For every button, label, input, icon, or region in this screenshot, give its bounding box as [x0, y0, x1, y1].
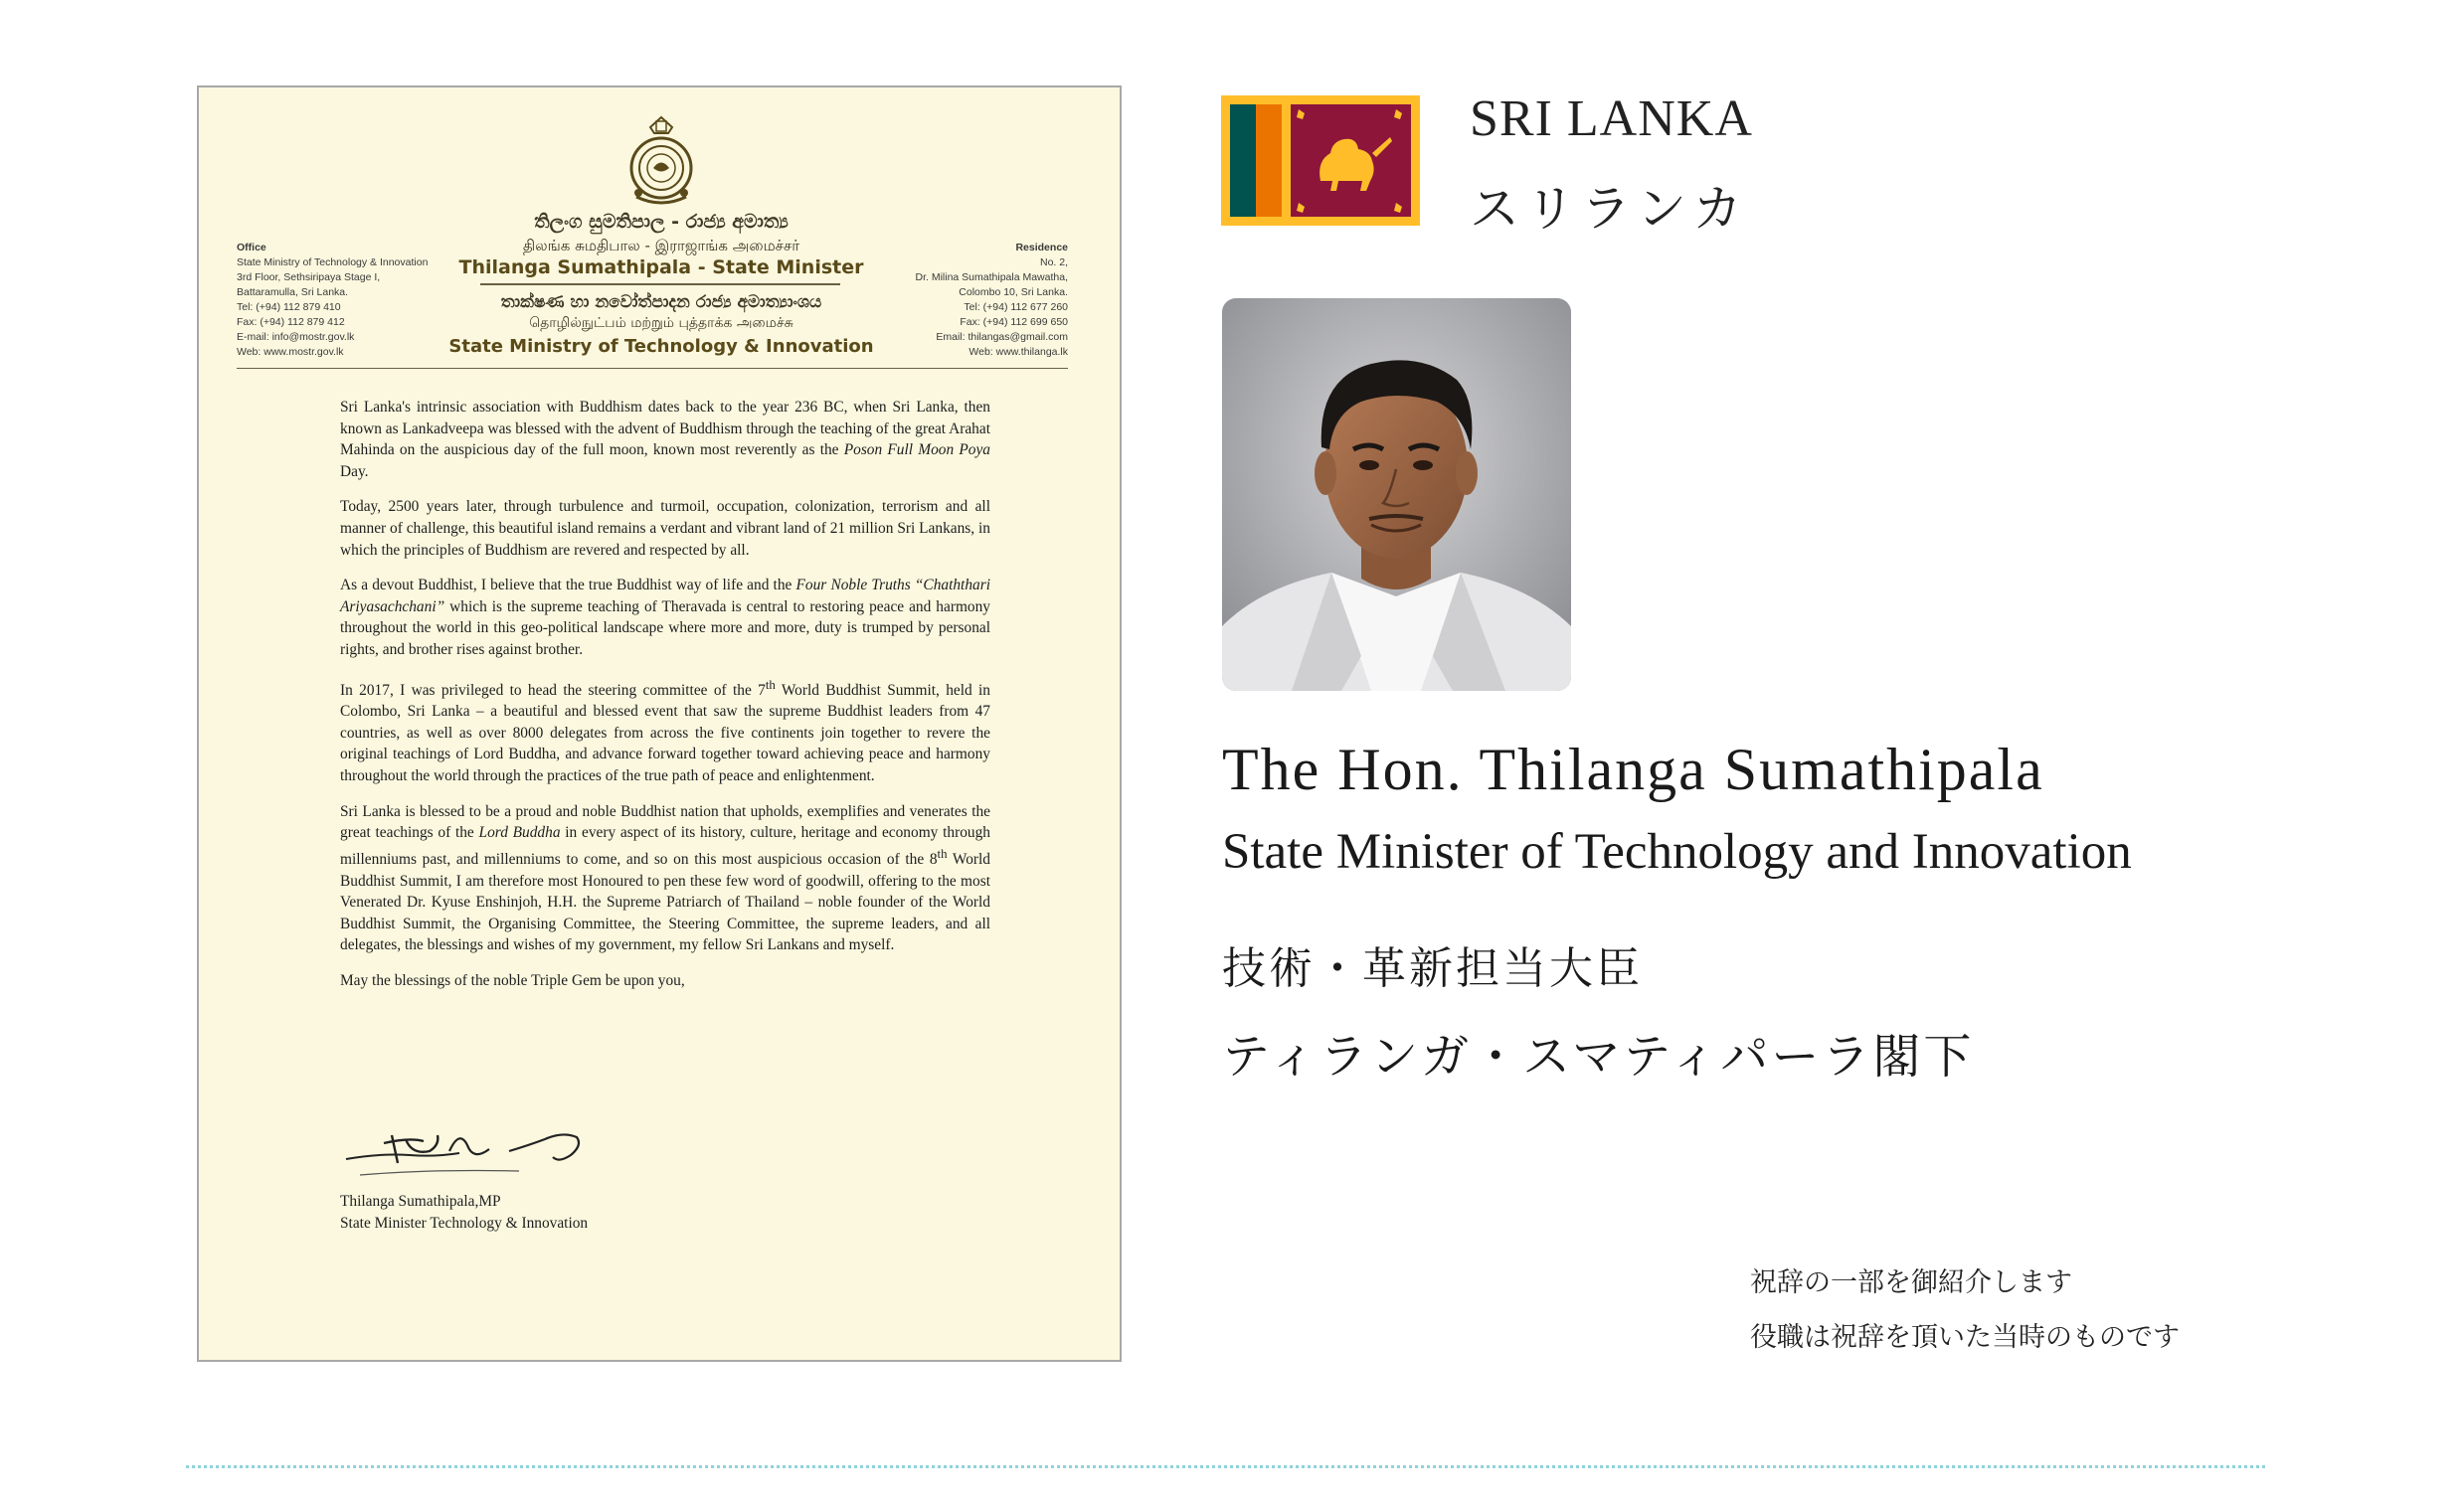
- letter-emphasis: Four Noble Truths “Chaththari Ariyasachchani”: [340, 577, 990, 615]
- office-line: State Ministry of Technology & Innovation: [237, 256, 429, 268]
- letter-paragraph: Today, 2500 years later, through turbulence and turmoil, occupation, colonization, terrorism and all manner of challenge, this beautiful island remains a verdant and vibrant land of 21 million Sri Lankans, in which the principles of Buddhism are revered and respected by all.: [340, 498, 990, 559]
- signoff: [340, 1191, 588, 1234]
- letter-body: [340, 397, 990, 992]
- sri-lanka-emblem-icon: [618, 113, 704, 209]
- office-line: Tel: (+94) 112 879 410: [237, 301, 341, 313]
- letter-text: As a devout Buddhist, I believe that the true Buddhist way of life and the: [340, 577, 796, 594]
- residence-label: Residence: [1015, 242, 1068, 253]
- signoff-title: State Minister Technology & Innovation: [340, 1214, 589, 1232]
- letter-text: Sri Lanka's intrinsic association with Buddhism dates back to the year 236 BC, when Sri Lanka, then known as Lankadveepa was blessed with the advent of Buddhism through the teaching of the great Arahat Mahinda on the auspicious day of the full moon, known most reverently as the: [340, 399, 990, 459]
- sri-lanka-flag-icon: [1221, 95, 1420, 226]
- letterhead-ministry-english: State Ministry of Technology & Innovation: [448, 336, 874, 357]
- residence-line: Fax: (+94) 112 699 650: [960, 316, 1068, 328]
- letter-superscript: th: [937, 846, 948, 861]
- person-title-japanese: 技術・革新担当大臣: [1222, 943, 1643, 994]
- country-name-japanese: スリランカ: [1470, 180, 1748, 238]
- letterhead-ministry-sinhala: තාක්ෂණ හා නවෝත්පාදන රාජ්‍ය අමාත්‍යාංශය: [500, 292, 822, 312]
- letterhead-ministry-tamil: தொழில்நுட்பம் மற்றும் புத்தாக்க அமைச்சு: [529, 315, 793, 331]
- letter-paragraph: [340, 675, 990, 787]
- office-label: Office: [237, 242, 266, 253]
- letter-superscript: th: [765, 677, 776, 692]
- letter-paragraph: [340, 801, 990, 956]
- letter-closing: May the blessings of the noble Triple Gem be upon you,: [340, 971, 685, 989]
- residence-line: Web: www.thilanga.lk: [968, 346, 1068, 358]
- office-line: E-mail: info@mostr.gov.lk: [237, 331, 355, 343]
- letter-emphasis: Lord Buddha: [478, 824, 561, 842]
- office-line: Battaramulla, Sri Lanka.: [237, 286, 349, 298]
- letter-text: Day.: [340, 462, 369, 480]
- signoff-name: Thilanga Sumathipala,MP: [340, 1193, 501, 1210]
- letterhead-divider: [480, 283, 840, 285]
- dotted-divider: [186, 1465, 2265, 1468]
- residence-line: Colombo 10, Sri Lanka.: [959, 286, 1068, 298]
- minister-portrait: [1222, 298, 1571, 691]
- office-line: 3rd Floor, Sethsiripaya Stage I,: [237, 271, 381, 283]
- letterhead-name-tamil: திலங்க சுமதிபால - இராஜாங்க அமைச்சர்: [522, 237, 800, 254]
- person-name-japanese: ティランガ・スマティパーラ閣下: [1222, 1029, 1975, 1085]
- letter-text: World Buddhist Summit, held in Colombo, Sri Lanka – a beautiful and blessed event that saw the supreme Buddhist leaders from 47 countries, as well as over 8000 delegates from across the five continents join together to revere the original teachings of Lord Buddha, and advance forward together toward achieving peace and harmony throughout the world through the practices of the true path of peace and enlightenment.: [340, 681, 991, 785]
- residence-line: Email: thilangas@gmail.com: [936, 331, 1068, 343]
- letter-text: in every aspect of its history, culture, heritage and economy through millenniums past, and millenniums to come, and so on this most auspicious occasion of the 8: [340, 824, 990, 868]
- office-line: Web: www.mostr.gov.lk: [237, 346, 344, 358]
- letterhead-name-sinhala: තිලංග සුමතිපාල - රාජ්‍ය අමාත්‍ය: [534, 211, 789, 233]
- letter-text: World Buddhist Summit, I am therefore most Honoured to pen these few word of goodwill, offering to the most Venerated Dr. Kyuse Enshinjoh, H.H. the Supreme Patriarch of Thailand – noble founder of the World Buddhist Summit, the Organising Committee, the Steering Committee, the supreme leaders, and all delegates, the blessings and wishes of my government, my fellow Sri Lankans and myself.: [340, 850, 991, 954]
- letter-text: In 2017, I was privileged to head the steering committee of the 7: [340, 681, 766, 699]
- country-name-english: SRI LANKA: [1470, 90, 1753, 147]
- letter-emphasis: Poson Full Moon Poya: [843, 441, 990, 459]
- residence-line: No. 2,: [1039, 256, 1068, 268]
- letter-paragraph: [340, 575, 990, 660]
- handwritten-signature: [340, 1115, 618, 1185]
- letterhead-bottom-rule: [237, 368, 1068, 369]
- office-address: [237, 241, 475, 360]
- person-name-english: The Hon. Thilanga Sumathipala: [1222, 737, 2044, 802]
- note-excerpt: 祝辞の一部を御紹介します: [1750, 1267, 2072, 1298]
- goodwill-letter: [197, 85, 1122, 1362]
- office-line: Fax: (+94) 112 879 412: [237, 316, 345, 328]
- letter-paragraph: [340, 397, 990, 482]
- note-title-disclaimer: 役職は祝辞を頂いた当時のものです: [1750, 1322, 2180, 1353]
- letter-text: which is the supreme teaching of Theravada is central to restoring peace and harmony throughout the world in this geo-political landscape where more and more, duty is trumped by personal rights, and brother rises against brother.: [340, 597, 990, 658]
- residence-address: [839, 241, 1068, 360]
- residence-line: Dr. Milina Sumathipala Mawatha,: [915, 271, 1068, 283]
- letterhead-name-english: Thilanga Sumathipala - State Minister: [458, 256, 864, 278]
- letter-text: Sri Lanka is blessed to be a proud and noble Buddhist nation that upholds, exemplifies and venerates the great teachings of the: [340, 802, 990, 842]
- residence-line: Tel: (+94) 112 677 260: [964, 301, 1068, 313]
- person-title-english: State Minister of Technology and Innovation: [1222, 824, 2132, 880]
